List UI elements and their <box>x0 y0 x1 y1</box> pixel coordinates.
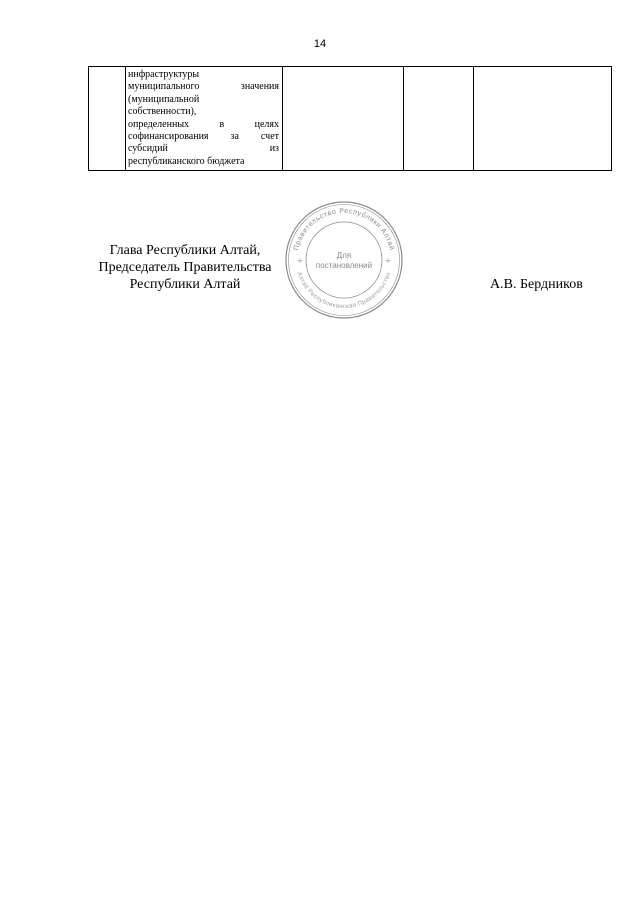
table-cell-empty <box>283 67 404 171</box>
seal-bottom-text: Алтай Республиканская Правительство <box>295 271 393 311</box>
cell-line: определенных в целях <box>128 118 279 130</box>
seal-inner-text-line2: постановлений <box>315 261 373 270</box>
signer-name: А.В. Бердников <box>490 277 583 292</box>
seal-inner-text-line1: Для <box>336 251 352 260</box>
seal-inner-ring <box>306 222 382 298</box>
cell-line: субсидий из <box>128 143 279 155</box>
cell-line: собственности), <box>128 106 197 118</box>
cell-line: инфраструктуры <box>128 69 200 80</box>
table-cell-empty <box>404 67 474 171</box>
signature-title-block <box>90 242 280 293</box>
official-seal <box>284 200 404 320</box>
table-cell-description <box>126 67 283 171</box>
seal-star-left: + <box>297 257 303 265</box>
cell-description-text <box>126 67 282 170</box>
cell-line: республиканского бюджета <box>128 155 245 167</box>
page-number: 14 <box>313 38 327 50</box>
table-cell-empty <box>474 67 612 171</box>
document-table <box>88 66 612 171</box>
signature-title-line: Республики Алтай <box>129 277 241 292</box>
cell-line: софинансирования за счет <box>128 131 279 143</box>
cell-line: (муниципальной <box>128 93 200 105</box>
seal-outer-ring-inner <box>289 205 400 316</box>
table-cell-number <box>89 67 126 171</box>
cell-line: муниципального значения <box>128 81 279 93</box>
signature-title-line: Председатель Правительства <box>98 260 272 275</box>
seal-outer-text: Правительство Республики Алтай <box>292 207 395 252</box>
table-row <box>89 67 612 171</box>
signature-title-line: Глава Республики Алтай, <box>109 243 261 258</box>
seal-star-right: + <box>385 257 391 265</box>
